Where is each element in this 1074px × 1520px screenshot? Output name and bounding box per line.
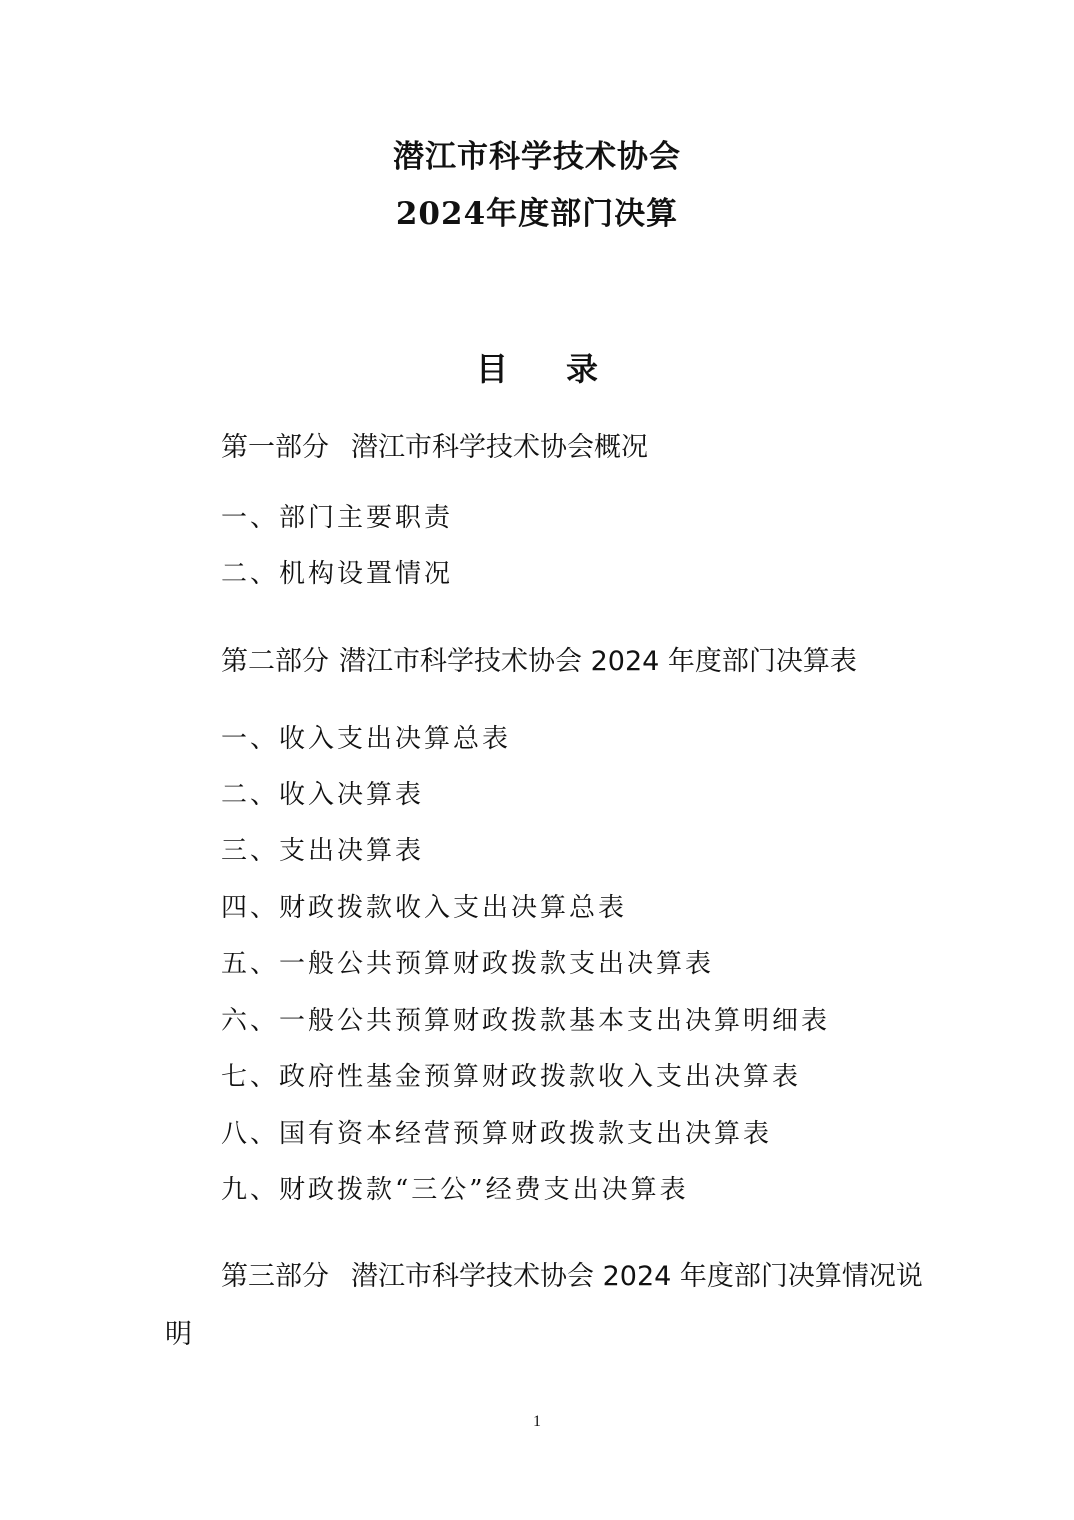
toc-item: 九、财政拨款“三公”经费支出决算表 [221, 1175, 689, 1205]
document-title-line1: 潜江市科学技术协会 [393, 139, 681, 175]
toc-part2 [221, 644, 857, 680]
toc-part3-title: 潜江市科学技术协会 2024 年度部门决算情况说明 [165, 1261, 923, 1350]
toc-item: 五、一般公共预算财政拨款支出决算表 [221, 949, 715, 979]
toc-item: 二、收入决算表 [221, 780, 425, 810]
toc-item: 七、政府性基金预算财政拨款收入支出决算表 [221, 1062, 802, 1092]
toc-part1-title: 潜江市科学技术协会概况 [351, 432, 648, 463]
page-number: 1 [533, 1413, 541, 1430]
toc-item: 三、支出决算表 [221, 836, 425, 866]
toc-item: 一、部门主要职责 [221, 503, 454, 533]
toc-heading-right: 录 [566, 350, 599, 388]
toc-item: 八、国有资本经营预算财政拨款支出决算表 [221, 1119, 773, 1149]
toc-item: 一、收入支出决算总表 [221, 724, 512, 754]
toc-part3-label: 第三部分 [221, 1261, 329, 1292]
toc-item: 六、一般公共预算财政拨款基本支出决算明细表 [221, 1006, 831, 1036]
toc-part1 [221, 430, 648, 466]
toc-part2-title: 潜江市科学技术协会 2024 年度部门决算表 [339, 646, 857, 677]
toc-item: 四、财政拨款收入支出决算总表 [221, 893, 628, 923]
toc-part2-label: 第二部分 [221, 646, 329, 677]
toc-part1-label: 第一部分 [221, 432, 329, 463]
document-title-line2: 2024年度部门决算 [395, 196, 679, 232]
toc-item: 二、机构设置情况 [221, 559, 454, 589]
toc-part3 [165, 1248, 925, 1364]
toc-heading [0, 348, 1074, 390]
toc-heading-left: 目 [475, 350, 508, 388]
